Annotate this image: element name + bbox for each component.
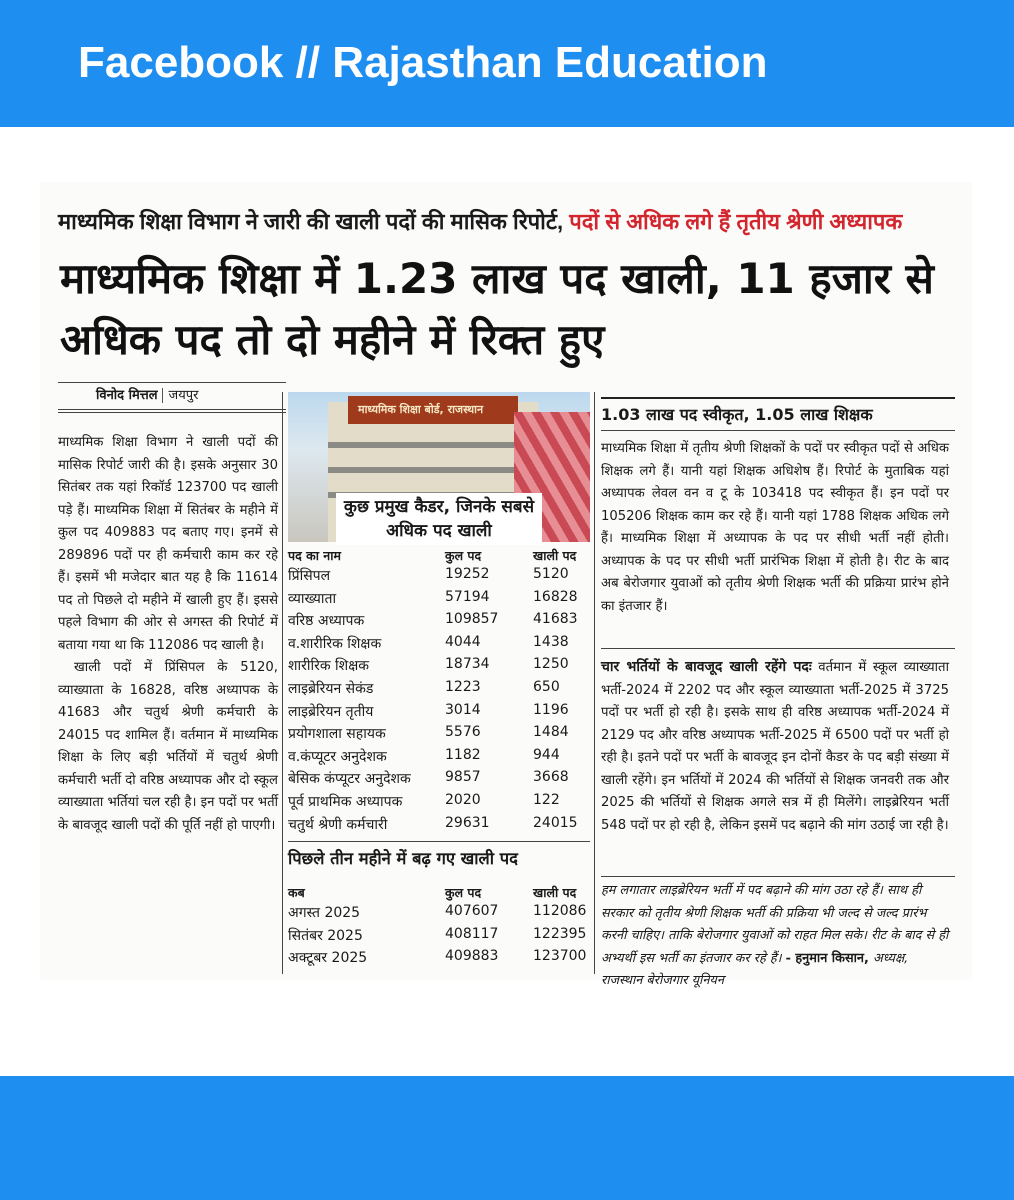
cell-vacant: 1484 — [533, 724, 569, 741]
kicker-black: माध्यमिक शिक्षा विभाग ने जारी की खाली पदों की मासिक रिपोर्ट, — [58, 209, 564, 234]
cell-post: शारीरिक शिक्षक — [288, 658, 369, 675]
table-header — [288, 884, 590, 903]
cell-total: 3014 — [445, 701, 481, 718]
byline-city: जयपुर — [162, 388, 199, 403]
paragraph — [601, 656, 949, 837]
cadre-table-title: कुछ प्रमुख कैडर, जिनके सबसे अधिक पद खाली — [336, 493, 542, 545]
cell-total: 2020 — [445, 791, 481, 808]
cell-post: चतुर्थ श्रेणी कर्मचारी — [288, 816, 388, 833]
table-header — [288, 547, 590, 566]
cell-vacant: 3668 — [533, 769, 569, 786]
cell-post: वरिष्ठ अध्यापक — [288, 613, 365, 630]
table-row — [288, 769, 590, 792]
right-section-title: 1.03 लाख पद स्वीकृत, 1.05 लाख शिक्षक — [601, 405, 873, 424]
cell-post: पूर्व प्राथमिक अध्यापक — [288, 793, 403, 810]
cell-post: व्याख्याता — [288, 590, 337, 607]
paragraph-text: वर्तमान में स्कूल व्याख्याता भर्ती-2024 में 2202 पद और स्कूल व्याख्याता भर्ती-2025 में 3725 पदों पर भर्ती हो रही है। इसके साथ ही वरिष्ठ अध्यापक भर्ती-2024 में 2129 पद और वरिष्ठ अध्यापक भर्ती-2025 में 6500 पदों पर भर्ती हो रही है। इतने पदों पर भर्ती के बावजूद इन दोनों कैडर के पद बड़ी संख्या में खाली रहेंगे। इन भर्तियों में 2024 की भर्तियों से शिक्षक जनवरी तक और 2025 की भर्तियों से शिक्षक अगले सत्र में ही मिलेंगे। लाइब्रेरियन भर्ती 548 पदों पर हो रही है, लेकिन इसमें पद बढ़ाने की मांग उठाई जा रही है। — [601, 660, 949, 833]
cell-total: 1223 — [445, 678, 481, 695]
cell-total: 109857 — [445, 611, 499, 628]
table-row — [288, 724, 590, 747]
cell-total: 409883 — [445, 948, 499, 965]
trend-table-title: पिछले तीन महीने में बढ़ गए खाली पद — [288, 849, 518, 868]
cell-vacant: 16828 — [533, 588, 578, 605]
cell-vacant: 122395 — [533, 925, 587, 942]
building-floor — [328, 467, 538, 473]
header-when: कब — [288, 885, 305, 900]
cell-total: 9857 — [445, 769, 481, 786]
signboard-text: माध्यमिक शिक्षा बोर्ड, राजस्थान — [358, 403, 484, 416]
bottom-banner — [0, 1076, 1014, 1200]
building-floor — [328, 442, 538, 448]
paragraph: माध्यमिक शिक्षा में तृतीय श्रेणी शिक्षकों के पदों पर स्वीकृत पदों से अधिक शिक्षक लगे हैं। यानी यहां शिक्षक अधिशेष हैं। रिपोर्ट के मुताबिक यहां अध्यापक लेवल वन व टू के 103418 पद स्वीकृत हैं। इन पदों पर 105206 शिक्षक काम कर रहे हैं। यानी यहां 1788 शिक्षक अधिक लगे हैं। माध्यमिक शिक्षा में अध्यापक के पद पर सीधी भर्ती नहीं होती। अध्यापक के पद पर सीधी भर्ती प्रारंभिक शिक्षा में होती है। रीट के बाद अब बेरोजगार युवाओं को तृतीय श्रेणी शिक्षक भर्ती की प्रक्रिया प्रारंभ होने का इंतजार हैं। — [601, 441, 949, 614]
header-post: पद का नाम — [288, 548, 341, 563]
cadre-table — [288, 547, 590, 837]
table-row — [288, 566, 590, 589]
kicker-red: पदों से अधिक लगे हैं तृतीय श्रेणी अध्यापक — [569, 209, 903, 234]
paragraph: माध्यमिक शिक्षा विभाग ने खाली पदों की मासिक रिपोर्ट जारी की है। इसके अनुसार 30 सितंबर तक यहां रिकॉर्ड 123700 पद खाली पड़े हैं। माध्यमिक शिक्षा में सितंबर के महीने में कुल पद 409883 पद बताए गए। इनमें से 289896 पदों पर ही कर्मचारी काम कर रहे हैं। इसमें भी मजेदार बात यह है कि 11614 पद तो पिछले दो महीने में खाली हुए हैं। इससे पहले विभाग की ओर से अगस्त की रिपोर्ट में बताया गया था कि 112086 पद खाली है। — [58, 435, 278, 653]
table-row — [288, 656, 590, 679]
cell-vacant: 650 — [533, 678, 560, 695]
quote-text: हम लगातार लाइब्रेरियन भर्ती में पद बढ़ाने की मांग उठा रहे हैं। साथ ही सरकार को तृतीय श्रेणी शिक्षक भर्ती की प्रक्रिया भी जल्द से जल्द प्रारंभ करनी चाहिए। ताकि बेरोजगार युवाओं को राहत मिल सके। रीट के बाद से ही अभ्यर्थी इस भर्ती का इंतजार कर रहे हैं। — [601, 883, 949, 966]
kicker-line — [58, 206, 902, 236]
cell-vacant: 123700 — [533, 948, 587, 965]
headline: माध्यमिक शिक्षा में 1.23 लाख पद खाली, 11 हजार से अधिक पद तो दो महीने में रिक्त हुए — [60, 254, 934, 364]
table-row — [288, 926, 590, 949]
cell-post: व.कंप्यूटर अनुदेशक — [288, 748, 387, 765]
cell-vacant: 122 — [533, 791, 560, 808]
column-right-top — [601, 438, 949, 618]
cell-month: सितंबर 2025 — [288, 927, 363, 944]
quote-block — [601, 880, 949, 993]
header-vacant: खाली पद — [533, 548, 577, 563]
cell-total: 19252 — [445, 566, 490, 582]
subhead: चार भर्तियों के बावजूद खाली रहेंगे पदः — [601, 659, 812, 675]
table-row — [288, 815, 590, 838]
cell-post: लाइब्रेरियन तृतीय — [288, 703, 374, 720]
cell-total: 1182 — [445, 746, 481, 763]
divider — [601, 430, 955, 431]
cell-total: 4044 — [445, 633, 481, 650]
brand-title: Facebook // Rajasthan Education — [78, 38, 768, 87]
trend-table — [288, 884, 590, 971]
cell-vacant: 1250 — [533, 656, 569, 673]
table-row — [288, 702, 590, 725]
cell-total: 407607 — [445, 903, 499, 919]
table-row — [288, 747, 590, 770]
cell-total: 57194 — [445, 588, 490, 605]
table-row — [288, 611, 590, 634]
cell-total: 18734 — [445, 656, 490, 673]
cell-month: अक्टूबर 2025 — [288, 950, 368, 967]
table-row — [288, 792, 590, 815]
cell-vacant: 41683 — [533, 611, 578, 628]
cell-post: बेसिक कंप्यूटर अनुदेशक — [288, 771, 411, 788]
byline-author: विनोद मित्तल — [96, 388, 158, 403]
table-row — [288, 589, 590, 612]
table-row — [288, 679, 590, 702]
column-left — [58, 432, 278, 837]
header-vacant: खाली पद — [533, 885, 577, 900]
divider — [594, 392, 595, 974]
header-total: कुल पद — [445, 885, 482, 900]
cell-post: व.शारीरिक शिक्षक — [288, 635, 382, 652]
cell-total: 408117 — [445, 925, 499, 942]
divider — [282, 392, 283, 974]
cell-vacant: 112086 — [533, 903, 587, 919]
cell-total: 5576 — [445, 724, 481, 741]
divider — [288, 841, 590, 842]
paragraph: खाली पदों में प्रिंसिपल के 5120, व्याख्याता के 16828, वरिष्ठ अध्यापक के 41683 और चतुर्थ श्रेणी कर्मचारी के 24015 पद शामिल हैं। वर्तमान में माध्यमिक शिक्षा के लिए बड़ी भर्तियों में चतुर्थ श्रेणी कर्मचारी भर्ती दो वरिष्ठ अध्यापक और दो स्कूल व्याख्याता भर्तियां चल रही है। इन पदों पर भर्ती के बावजूद खाली पदों की पूर्ति नहीं हो पाएगी। — [58, 660, 279, 833]
cell-post: प्रिंसिपल — [288, 568, 331, 584]
divider — [601, 876, 955, 877]
cell-vacant: 1438 — [533, 633, 569, 650]
cell-month: अगस्त 2025 — [288, 905, 361, 921]
quote-author: - हनुमान किसान, — [785, 950, 869, 966]
table-row — [288, 634, 590, 657]
header-total: कुल पद — [445, 548, 482, 563]
quote-role: अध्यक्ष, राजस्थान बेरोजगार यूनियन — [601, 950, 909, 988]
cell-vacant: 24015 — [533, 814, 578, 831]
divider — [58, 409, 286, 413]
cell-vacant: 1196 — [533, 701, 569, 718]
cell-vacant: 944 — [533, 746, 560, 763]
table-row — [288, 903, 590, 926]
column-right-bottom — [601, 656, 949, 837]
cell-post: लाइब्रेरियन सेकंड — [288, 680, 374, 697]
cell-vacant: 5120 — [533, 566, 569, 582]
cell-total: 29631 — [445, 814, 490, 831]
divider — [601, 648, 955, 649]
cell-post: प्रयोगशाला सहायक — [288, 726, 386, 743]
divider — [58, 382, 286, 383]
byline — [96, 385, 198, 403]
divider — [601, 397, 955, 399]
table-row — [288, 948, 590, 971]
